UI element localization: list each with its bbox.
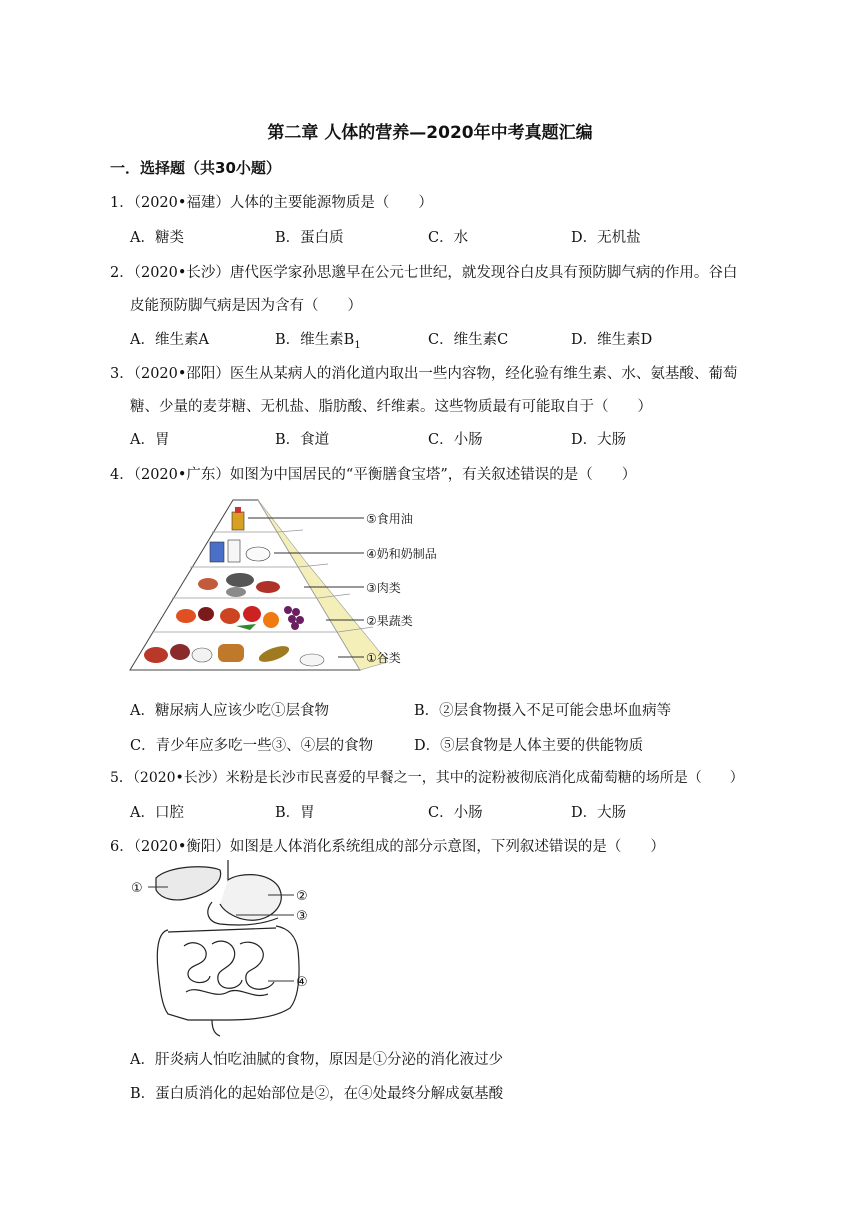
pyramid-label-fruit-veg: ②果蔬类 xyxy=(366,614,413,628)
q4-option-b: B．②层食物摄入不足可能会患坏血病等 xyxy=(414,703,672,719)
q2-option-d: D．维生素D xyxy=(571,332,653,348)
digestive-label-3: ③ xyxy=(296,909,308,924)
q1-stem: 1．（2020•福建）人体的主要能源物质是（ ） xyxy=(110,195,433,211)
digestive-label-1: ① xyxy=(131,881,143,896)
q4-option-d: D．⑤层食物是人体主要的供能物质 xyxy=(414,738,644,754)
digestive-label-4: ④ xyxy=(296,975,308,990)
digestive-system-figure xyxy=(128,860,328,1038)
q5-option-c: C．小肠 xyxy=(428,805,483,821)
q1-option-d: D．无机盐 xyxy=(571,230,641,246)
pyramid-label-oil: ⑤食用油 xyxy=(366,512,413,526)
q2-option-b: B．维生素$B_1$ xyxy=(275,332,361,351)
q2-option-c: C．维生素C xyxy=(428,332,509,348)
q1-option-b: B．蛋白质 xyxy=(275,230,344,246)
q3-stem-line1: 3．（2020•邵阳）医生从某病人的消化道内取出一些内容物，经化验有维生素、水、氨基酸、葡萄 xyxy=(110,366,738,382)
q5-option-b: B．胃 xyxy=(275,805,315,821)
q4-option-c: C．青少年应多吃一些③、④层的食物 xyxy=(130,738,374,754)
pyramid-label-milk: ④奶和奶制品 xyxy=(366,547,437,561)
q1-option-c: C．水 xyxy=(428,230,469,246)
q5-option-d: D．大肠 xyxy=(571,805,627,821)
pyramid-label-grain: ①谷类 xyxy=(366,651,401,665)
q6-stem: 6．（2020•衡阳）如图是人体消化系统组成的部分示意图，下列叙述错误的是（ ） xyxy=(110,839,665,855)
q5-option-a: A．口腔 xyxy=(130,805,184,821)
q2-option-a: A．维生素A xyxy=(130,332,209,348)
q3-option-d: D．大肠 xyxy=(571,432,627,448)
q3-stem-line2: 糖、少量的麦芽糖、无机盐、脂肪酸、纤维素。这些物质最有可能取自于（ ） xyxy=(130,399,652,415)
q1-option-a: A．糖类 xyxy=(130,230,184,246)
q3-option-a: A．胃 xyxy=(130,432,170,448)
digestive-label-2: ② xyxy=(296,889,308,904)
page-title: 第二章 人体的营养—2020年中考真题汇编 xyxy=(267,123,593,143)
pyramid-label-meat: ③肉类 xyxy=(366,581,401,595)
q2-stem-line2: 皮能预防脚气病是因为含有（ ） xyxy=(130,298,362,314)
q6-option-b: B．蛋白质消化的起始部位是②，在④处最终分解成氨基酸 xyxy=(130,1086,504,1102)
q4-option-a: A．糖尿病人应该少吃①层食物 xyxy=(130,703,329,719)
q3-option-b: B．食道 xyxy=(275,432,330,448)
section-heading: 一．选择题（共30小题） xyxy=(110,159,281,177)
q3-option-c: C．小肠 xyxy=(428,432,483,448)
food-pyramid-figure xyxy=(128,492,458,677)
q5-stem: 5．（2020•长沙）米粉是长沙市民喜爱的早餐之一，其中的淀粉被彻底消化成葡萄糖的场所是（ ） xyxy=(110,770,744,786)
q4-stem: 4．（2020•广东）如图为中国居民的“平衡膳食宝塔”，有关叙述错误的是（ ） xyxy=(110,467,637,483)
q2-stem-line1: 2．（2020•长沙）唐代医学家孙思邈早在公元七世纪，就发现谷白皮具有预防脚气病的作用。谷白 xyxy=(110,265,738,281)
q6-option-a: A．肝炎病人怕吃油腻的食物，原因是①分泌的消化液过少 xyxy=(130,1052,503,1068)
